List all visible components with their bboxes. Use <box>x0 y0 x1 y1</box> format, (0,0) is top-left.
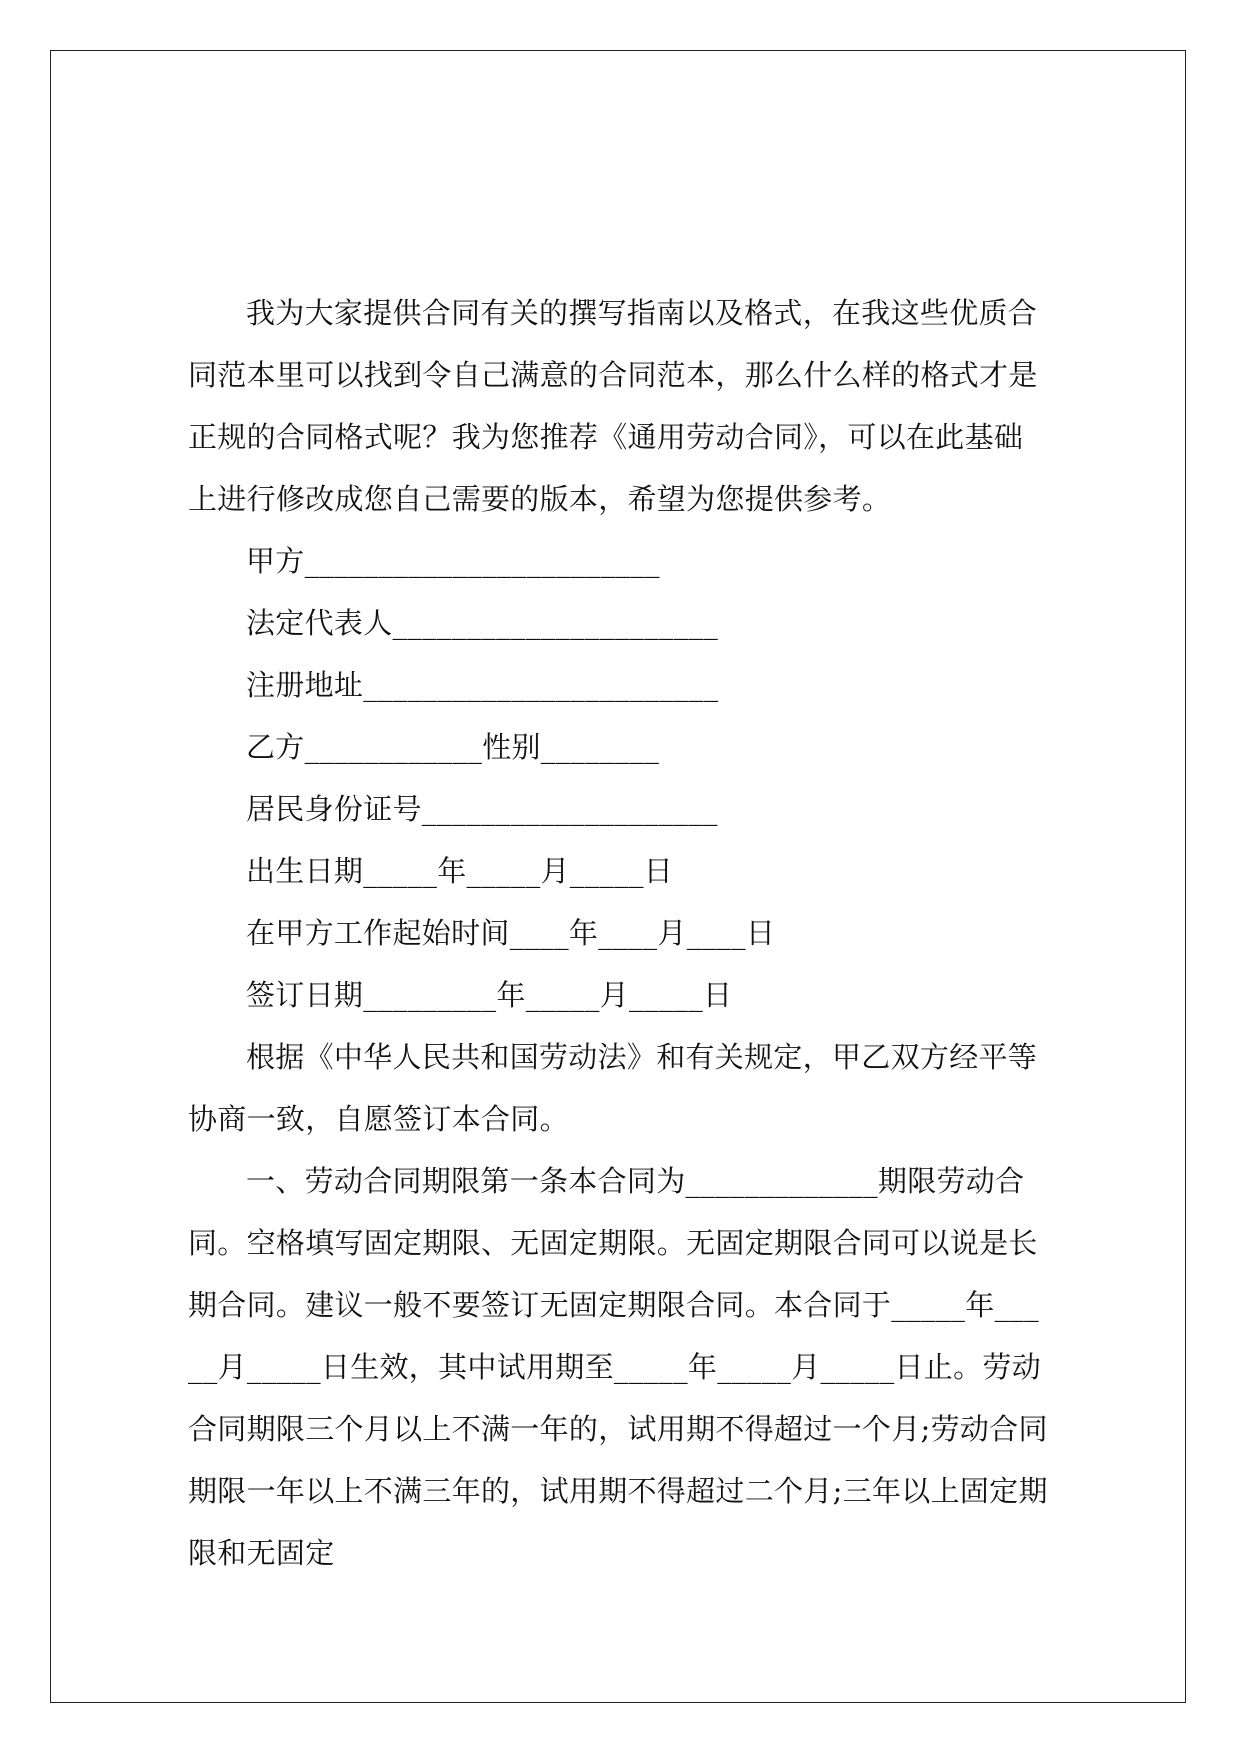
intro-paragraph: 我为大家提供合同有关的撰写指南以及格式，在我这些优质合同范本里可以找到令自己满意的合同范本，那么什么样的格式才是正规的合同格式呢？我为您推荐《通用劳动合同》，可以在此基础上进行修改成您自己需要的版本，希望为您提供参考。 <box>188 296 1038 516</box>
document-body <box>188 282 1052 1584</box>
field-signing-date: 签订日期_________年_____月_____日 <box>246 978 733 1012</box>
field-legal-representative: 法定代表人______________________ <box>246 606 719 640</box>
field-birth-date: 出生日期_____年_____月_____日 <box>246 854 674 888</box>
field-registered-address: 注册地址________________________ <box>246 668 719 702</box>
field-party-b-gender: 乙方____________性别________ <box>246 730 660 764</box>
field-id-number: 居民身份证号____________________ <box>246 792 718 826</box>
basis-paragraph: 根据《中华人民共和国劳动法》和有关规定，甲乙双方经平等协商一致，自愿签订本合同。 <box>188 1040 1038 1136</box>
field-party-a: 甲方________________________ <box>246 544 660 578</box>
field-start-date: 在甲方工作起始时间____年____月____日 <box>246 916 776 950</box>
clause-1-paragraph: 一、劳动合同期限第一条本合同为_____________期限劳动合同。空格填写固定期限、无固定期限。无固定期限合同可以说是长期合同。建议一般不要签订无固定期限合同。本合同于_____年_____月_____日生效，其中试用期至_____年_____月_____日止。劳动合同期限三个月以上不满一年的，试用期不得超过一个月;劳动合同期限一年以上不满三年的，试用期不得超过二个月;三年以上固定期限和无固定 <box>188 1164 1048 1570</box>
